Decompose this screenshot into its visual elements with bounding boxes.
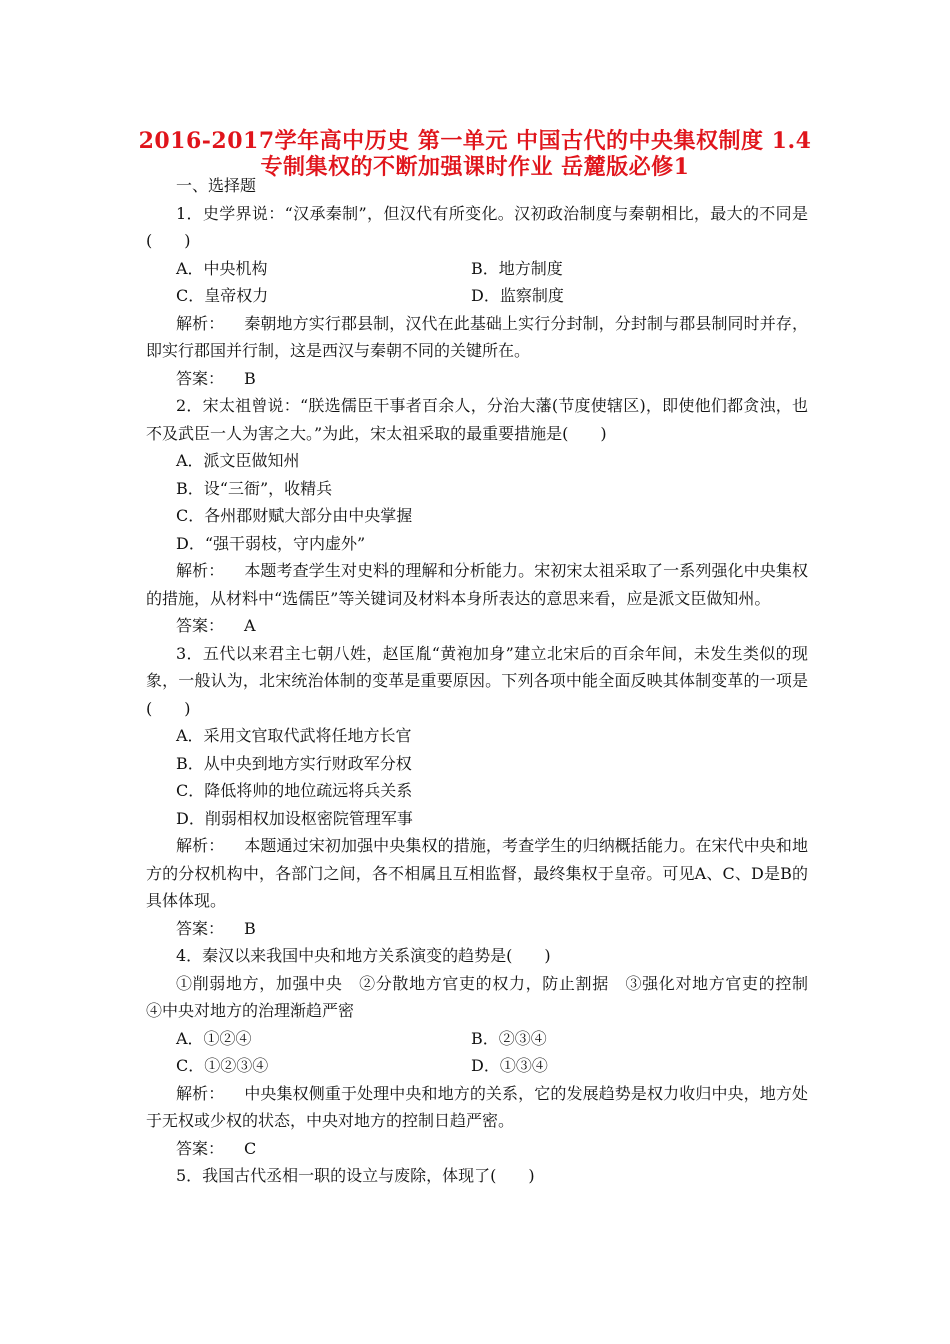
question-5-stem: 5．我国古代丞相一职的设立与废除，体现了( ) [176, 1166, 535, 1185]
question-2-analysis [146, 557, 808, 612]
analysis-text: 秦朝地方实行郡县制，汉代在此基础上实行分封制，分封制与郡县制同时并存，即实行郡国并行制，这是西汉与秦朝不同的关键所在。 [146, 313, 808, 360]
option-c: C．降低将帅的地位疏远将兵关系 [176, 781, 413, 800]
answer-value: B [244, 918, 256, 938]
answer-label: 答案： [176, 616, 225, 635]
option-a: A．派文臣做知州 [176, 451, 300, 470]
question-1-analysis [146, 310, 808, 365]
option-c: C．①②③④ [176, 1056, 269, 1075]
question-4-statements: ①削弱地方，加强中央 ②分散地方官吏的权力，防止割据 ③强化对地方官吏的控制 ④中央对地方的治理渐趋严密 [146, 973, 825, 1020]
question-2-stem: 2．宋太祖曾说：“朕选儒臣干事者百余人，分治大藩(节度使辖区)，即使他们都贪浊，也不及武臣一人为害之大。”为此，宋太祖采取的最重要措施是( ) [146, 396, 808, 443]
question-4-options-row-2 [146, 1052, 808, 1080]
option-d: D．①③④ [471, 1056, 548, 1075]
answer-label: 答案： [176, 1138, 225, 1158]
answer-label: 答案： [176, 918, 225, 938]
analysis-text: 中央集权侧重于处理中央和地方的关系，它的发展趋势是权力收归中央，地方处于无权或少权的状态，中央对地方的控制日趋严密。 [146, 1083, 808, 1130]
analysis-text: 本题考查学生对史料的理解和分析能力。宋初宋太祖采取了一系列强化中央集权的措施，从材料中“选儒臣”等关键词及材料本身所表达的意思来看，应是派文臣做知州。 [146, 561, 808, 608]
question-4-options-row-1 [146, 1025, 808, 1053]
option-c: C．皇帝权力 [176, 286, 269, 305]
question-1-stem: 1．史学界说：“汉承秦制”，但汉代有所变化。汉初政治制度与秦朝相比，最大的不同是( ) [146, 203, 808, 250]
question-2-answer [146, 612, 808, 640]
question-3-stem: 3．五代以来君主七朝八姓，赵匡胤“黄袍加身”建立北宋后的百余年间，未发生类似的现象，一般认为，北宋统治体制的变革是重要原因。下列各项中能全面反映其体制变革的一项是( ) [146, 643, 808, 718]
answer-label: 答案： [176, 368, 225, 388]
question-1-options-row-2 [146, 282, 808, 310]
option-a: A．①②④ [176, 1028, 252, 1048]
document-body [146, 172, 825, 1190]
option-c: C．各州郡财赋大部分由中央掌握 [176, 506, 413, 525]
option-d: D．监察制度 [471, 286, 564, 305]
analysis-text: 本题通过宋初加强中央集权的措施，考查学生的归纳概括能力。在宋代中央和地方的分权机构中，各部门之间，各不相属且互相监督，最终集权于皇帝。可见A、C、D是B的具体体现。 [146, 836, 808, 910]
answer-value: A [244, 616, 256, 635]
section-heading: 一、选择题 [176, 176, 257, 195]
option-a: A．中央机构 [176, 258, 268, 278]
analysis-label: 解析： [176, 313, 225, 333]
option-b: B．地方制度 [471, 258, 563, 278]
option-d: D．“强干弱枝，守内虚外” [176, 533, 366, 553]
option-b: B．设“三衙”，收精兵 [176, 478, 333, 498]
analysis-label: 解析： [176, 1083, 225, 1103]
option-b: B．②③④ [471, 1028, 547, 1048]
question-1-options-row-1 [146, 255, 808, 283]
option-a: A．采用文官取代武将任地方长官 [176, 726, 412, 745]
answer-value: C [244, 1138, 257, 1158]
analysis-label: 解析： [176, 561, 225, 580]
question-1-answer [146, 365, 808, 393]
option-b: B．从中央到地方实行财政军分权 [176, 753, 412, 773]
question-4-answer [146, 1135, 808, 1163]
option-d: D．削弱相权加设枢密院管理军事 [176, 808, 413, 828]
document-title-line2: 专制集权的不断加强课时作业 岳麓版必修1 [260, 154, 690, 180]
document-title-line1: 2016-2017学年高中历史 第一单元 中国古代的中央集权制度 1.4 [138, 128, 812, 154]
answer-value: B [244, 368, 256, 388]
question-4-analysis [146, 1080, 808, 1135]
question-3-answer [146, 915, 808, 943]
analysis-label: 解析： [176, 836, 225, 855]
question-4-stem: 4．秦汉以来我国中央和地方关系演变的趋势是( ) [176, 946, 551, 965]
question-3-analysis [146, 832, 808, 915]
